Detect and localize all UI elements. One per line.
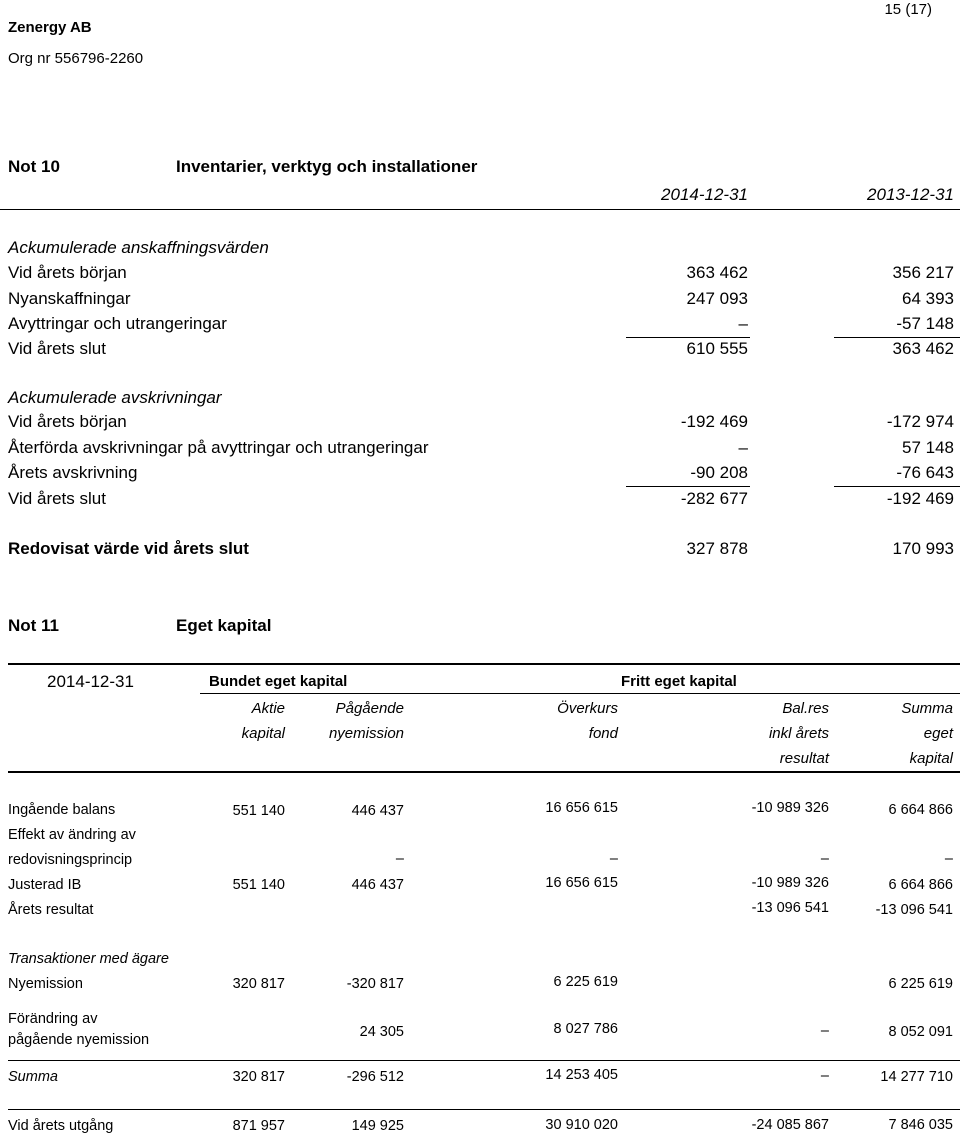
dep-row-v1: -282 677	[680, 489, 748, 508]
col-header: kapital	[241, 725, 285, 742]
dep-row-v1: –	[738, 438, 748, 457]
equity-cell: -13 096 541	[751, 900, 829, 916]
equity-cell: –	[820, 1068, 829, 1084]
equity-cell: 6 225 619	[888, 976, 953, 992]
equity-header-bottom-rule	[8, 771, 960, 773]
acq-row-label: Nyanskaffningar	[8, 289, 131, 308]
equity-row-label: Förändring av	[8, 1011, 98, 1027]
col-header: fond	[588, 725, 618, 742]
equity-row-label: Justerad IB	[8, 877, 82, 893]
equity-cell: 14 277 710	[880, 1069, 953, 1085]
col-header: Pågående	[335, 700, 404, 717]
equity-row-label: Vid årets utgång	[8, 1118, 114, 1134]
equity-cell: 320 817	[232, 976, 285, 992]
col-header: Bal.res	[782, 700, 829, 717]
equity-cell: 149 925	[351, 1118, 404, 1134]
equity-cell: –	[820, 1023, 829, 1039]
equity-cell: –	[609, 851, 618, 867]
acq-row-v1: 363 462	[686, 263, 748, 282]
note10-number: Not 10	[8, 157, 60, 176]
dep-row-v2: -172 974	[886, 412, 954, 431]
col-header: kapital	[909, 750, 953, 767]
equity-row-label: Årets resultat	[8, 902, 94, 918]
equity-cell: 8 027 786	[553, 1021, 618, 1037]
equity-row-label: Nyemission	[8, 976, 83, 992]
acq-row-v2: 363 462	[892, 339, 954, 358]
acq-row-v2: 64 393	[902, 289, 954, 308]
equity-cell: –	[395, 851, 404, 867]
acq-row-v1: 610 555	[686, 339, 748, 358]
equity-row-label: Effekt av ändring av	[8, 827, 136, 843]
acq-row-v1: –	[738, 314, 748, 333]
subtotal-rule	[626, 337, 750, 338]
note10-title: Inventarier, verktyg och installationer	[176, 157, 478, 176]
note11-number: Not 11	[8, 616, 60, 635]
equity-cell: 871 957	[232, 1118, 285, 1134]
col-header: Summa	[901, 700, 953, 717]
col-header: nyemission	[328, 725, 404, 742]
equity-cell: 16 656 615	[545, 800, 618, 816]
acq-row-v1: 247 093	[686, 289, 748, 308]
subtotal-rule	[834, 337, 960, 338]
equity-cell: 7 846 035	[888, 1117, 953, 1133]
dep-row-v2: -192 469	[886, 489, 954, 508]
book-value-v1: 327 878	[686, 539, 748, 558]
equity-row-label: Ingående balans	[8, 802, 116, 818]
equity-cell: 551 140	[232, 803, 285, 819]
equity-cell: 446 437	[351, 877, 404, 893]
col-header: inkl årets	[768, 725, 829, 742]
equity-cell: 16 656 615	[545, 875, 618, 891]
dep-row-label: Årets avskrivning	[8, 463, 138, 482]
dep-row-v2: -76 643	[896, 463, 954, 482]
equity-cell: -320 817	[346, 976, 404, 992]
book-value-v2: 170 993	[892, 539, 954, 558]
equity-cell: -13 096 541	[875, 902, 953, 918]
subtotal-rule	[626, 486, 750, 487]
equity-cell: 14 253 405	[545, 1067, 618, 1083]
equity-cell: 320 817	[232, 1069, 285, 1085]
equity-row-label: Summa	[8, 1069, 58, 1085]
dep-row-label: Vid årets början	[8, 412, 127, 431]
equity-cell: -10 989 326	[751, 875, 829, 891]
equity-row-label: pågående nyemission	[8, 1032, 150, 1048]
equity-cell: -24 085 867	[751, 1117, 829, 1133]
acq-row-label: Avyttringar och utrangeringar	[8, 314, 227, 333]
equity-cell: –	[944, 851, 953, 867]
equity-date: 2014-12-31	[47, 672, 134, 691]
equity-cell: 8 052 091	[888, 1024, 953, 1040]
closing-top-rule	[8, 1109, 960, 1110]
equity-cell: 551 140	[232, 877, 285, 893]
dep-row-label: Återförda avskrivningar på avyttringar och utrangeringar	[8, 438, 429, 457]
equity-cell: -10 989 326	[751, 800, 829, 816]
dep-row-v2: 57 148	[902, 438, 954, 457]
book-value-label: Redovisat värde vid årets slut	[8, 539, 249, 558]
transactions-heading: Transaktioner med ägare	[8, 951, 169, 967]
acq-row-label: Vid årets slut	[8, 339, 106, 358]
note10-col1-header: 2014-12-31	[661, 185, 748, 204]
equity-cell: 6 225 619	[553, 974, 618, 990]
group-fritt: Fritt eget kapital	[621, 673, 737, 690]
page-number: 15 (17)	[884, 1, 932, 18]
acq-row-v2: -57 148	[896, 314, 954, 333]
org-number: Org nr 556796-2260	[8, 50, 144, 67]
acq-row-label: Vid årets början	[8, 263, 127, 282]
company-name: Zenergy AB	[8, 19, 92, 36]
group-rule	[200, 693, 960, 694]
equity-cell: 446 437	[351, 803, 404, 819]
equity-cell: -296 512	[346, 1069, 404, 1085]
col-header: resultat	[779, 750, 829, 767]
note10-header-rule	[0, 209, 960, 210]
equity-cell: 6 664 866	[888, 802, 953, 818]
col-header: eget	[923, 725, 953, 742]
dep-row-v1: -90 208	[690, 463, 748, 482]
dep-heading: Ackumulerade avskrivningar	[8, 388, 222, 407]
equity-row-label: redovisningsprincip	[8, 852, 133, 868]
col-header: Överkurs	[557, 700, 618, 717]
dep-row-label: Vid årets slut	[8, 489, 106, 508]
group-bundet: Bundet eget kapital	[209, 673, 348, 690]
equity-cell: –	[820, 851, 829, 867]
acq-row-v2: 356 217	[892, 263, 954, 282]
note10-col2-header: 2013-12-31	[867, 185, 954, 204]
subtotal-rule	[834, 486, 960, 487]
summa-top-rule	[8, 1060, 960, 1061]
note11-title: Eget kapital	[176, 616, 272, 635]
acq-heading: Ackumulerade anskaffningsvärden	[8, 238, 269, 257]
equity-cell: 6 664 866	[888, 877, 953, 893]
col-header: Aktie	[251, 700, 285, 717]
equity-table-top-rule	[8, 663, 960, 665]
equity-cell: 30 910 020	[545, 1117, 618, 1133]
equity-cell: 24 305	[359, 1024, 404, 1040]
dep-row-v1: -192 469	[680, 412, 748, 431]
